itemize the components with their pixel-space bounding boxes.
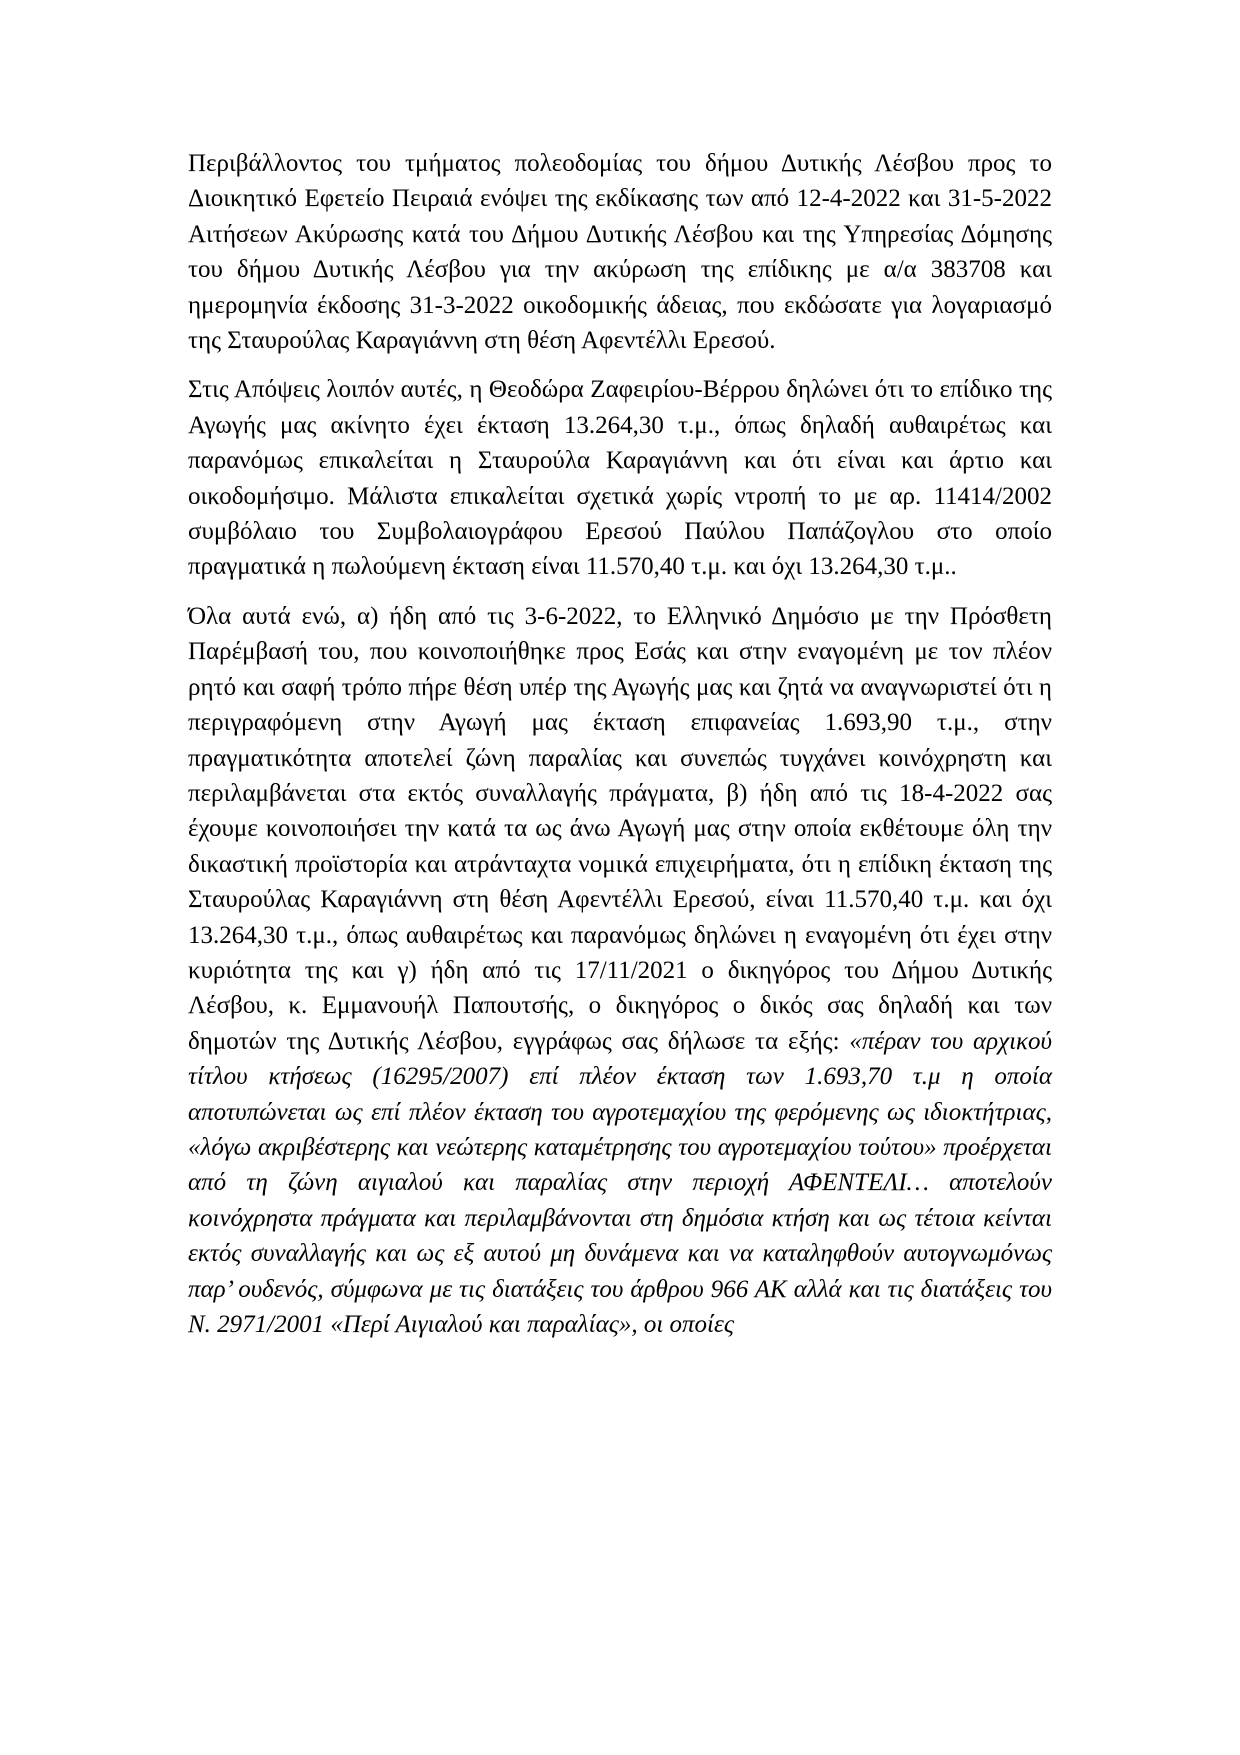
paragraph-2 [188, 372, 1052, 584]
paragraph-2-text: Στις Απόψεις λοιπόν αυτές, η Θεοδώρα Ζαφειρίου-Βέρρου δηλώνει ότι το επίδικο της Αγωγής μας ακίνητο έχει έκταση 13.264,30 τ.μ., όπως δηλαδή αυθαιρέτως και παρανόμως επικαλείται η Σταυρούλα Καραγιάννη και ότι είναι και άρτιο και οικοδομήσιμο. Μάλιστα επικαλείται σχετικά χωρίς ντροπή το με αρ. 11414/2002 συμβόλαιο του Συμβολαιογράφου Ερεσού Παύλου Παπάζογλου στο οποίο πραγματικά η πωλούμενη έκταση είναι 11.570,40 τ.μ. και όχι 13.264,30 τ.μ.. [188, 376, 1052, 581]
paragraph-3 [188, 599, 1052, 1343]
document-page [188, 146, 1052, 1356]
paragraph-1-text: Περιβάλλοντος του τμήματος πολεοδομίας του δήμου Δυτικής Λέσβου προς το Διοικητικό Εφετείο Πειραιά ενόψει της εκδίκασης των από 12-4-2022 και 31-5-2022 Αιτήσεων Ακύρωσης κατά του Δήμου Δυτικής Λέσβου και της Υπηρεσίας Δόμησης του δήμου Δυτικής Λέσβου για την ακύρωση της επίδικης με α/α 383708 και ημερομηνία έκδοσης 31-3-2022 οικοδομικής άδειας, που εκδώσατε για λογαριασμό της Σταυρούλας Καραγιάννη στη θέση Αφεντέλλι Ερεσού. [188, 150, 1052, 355]
paragraph-3-text: Όλα αυτά ενώ, α) ήδη από τις 3-6-2022, το Ελληνικό Δημόσιο με την Πρόσθετη Παρέμβασή του, που κοινοποιήθηκε προς Εσάς και στην εναγομένη με τον πλέον ρητό και σαφή τρόπο πήρε θέση υπέρ της Αγωγής μας και ζητά να αναγνωριστεί ότι η περιγραφόμενη στην Αγωγή μας έκταση επιφανείας 1.693,90 τ.μ., στην πραγματικότητα αποτελεί ζώνη παραλίας και συνεπώς τυγχάνει κοινόχρηστη και περιλαμβάνεται στα εκτός συναλλαγής πράγματα, β) ήδη από τις 18-4-2022 σας έχουμε κοινοποιήσει την κατά τα ως άνω Αγωγή μας στην οποία εκθέτουμε όλη την δικαστική προϊστορία και ατράνταχτα νομικά επιχειρήματα, ότι η επίδικη έκταση της Σταυρούλας Καραγιάννη στη θέση Αφεντέλλι Ερεσού, είναι 11.570,40 τ.μ. και όχι 13.264,30 τ.μ., όπως αυθαιρέτως και παρανόμως δηλώνει η εναγομένη ότι έχει στην κυριότητα της και γ) ήδη από τις 17/11/2021 ο δικηγόρος του Δήμου Δυτικής Λέσβου, κ. Εμμανουήλ Παπουτσής, ο δικηγόρος ο δικός σας δηλαδή και των δημοτών της Δυτικής Λέσβου, εγγράφως σας δήλωσε τα εξής: [188, 602, 1052, 1055]
paragraph-3-quote: «πέραν του αρχικού τίτλου κτήσεως (16295/2007) επί πλέον έκταση των 1.693,70 τ.μ η οποία αποτυπώνεται ως επί πλέον έκταση του αγροτεμαχίου της φερόμενης ως ιδιοκτήτριας, «λόγω ακριβέστερης και νεώτερης καταμέτρησης του αγροτεμαχίου τούτου» προέρχεται από τη ζώνη αιγιαλού και παραλίας στην περιοχή ΑΦΕΝΤΕΛΙ… αποτελούν κοινόχρηστα πράγματα και περιλαμβάνονται στη δημόσια κτήση και ως τέτοια κείνται εκτός συναλλαγής και ως εξ αυτού μη δυνάμενα και να καταληφθούν αυτογνωμόνως παρ’ ουδενός, σύμφωνα με τις διατάξεις του άρθρου 966 ΑΚ αλλά και τις διατάξεις του Ν. 2971/2001 «Περί Αιγιαλού και παραλίας», οι οποίες [188, 1027, 1053, 1338]
paragraph-1 [188, 146, 1052, 358]
